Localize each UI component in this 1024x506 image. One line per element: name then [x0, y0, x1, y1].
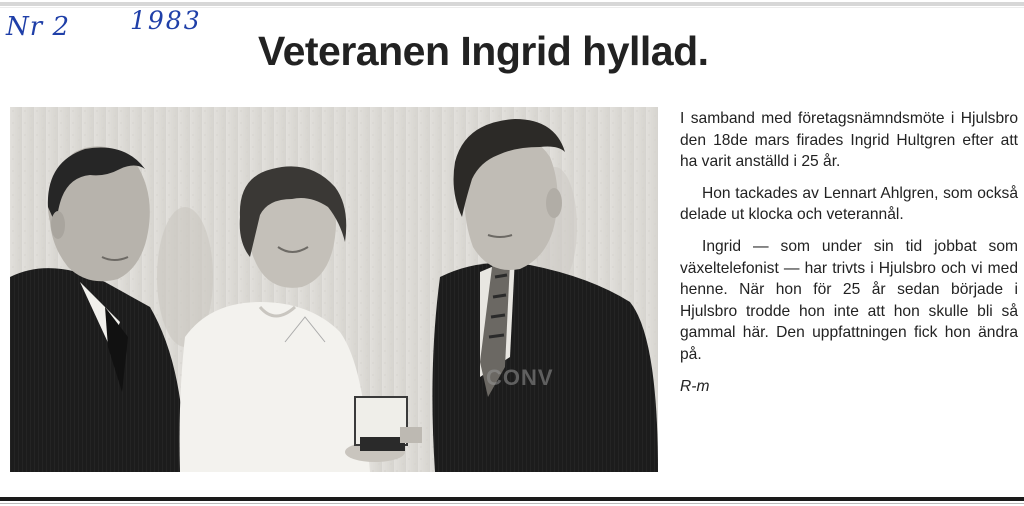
- photo-watermark: CONV: [486, 365, 554, 390]
- bottom-rule: [0, 497, 1024, 501]
- handwritten-issue-number: Nr 2: [6, 12, 70, 42]
- photo-illustration: [10, 107, 658, 472]
- news-photo: [10, 107, 658, 472]
- article-paragraph-1: I samband med företagsnämndsmöte i Hjulsbro den 18de mars firades Ingrid Hultgren efter att ha varit anställd i 25 år.: [680, 110, 1018, 171]
- bottom-rule-thin: [0, 503, 1024, 504]
- article-paragraph-2: Hon tackades av Lennart Ahlgren, som också delade ut klocka och veterannål.: [680, 184, 1018, 224]
- headline: Veteranen Ingrid hyllad.: [258, 28, 709, 74]
- article-body: [680, 108, 1018, 407]
- handwritten-year: 1983: [130, 6, 202, 35]
- author-signature: R-m: [680, 377, 710, 395]
- article-paragraph-3: Ingrid — som under sin tid jobbat som växeltelefonist — har trivts i Hjulsbro och vi med henne. När hon för 25 år sedan började i Hjulsbro trodde hon inte att hon skulle bli så gammal här. Den uppfattningen fick hon ändra på.: [680, 237, 1018, 363]
